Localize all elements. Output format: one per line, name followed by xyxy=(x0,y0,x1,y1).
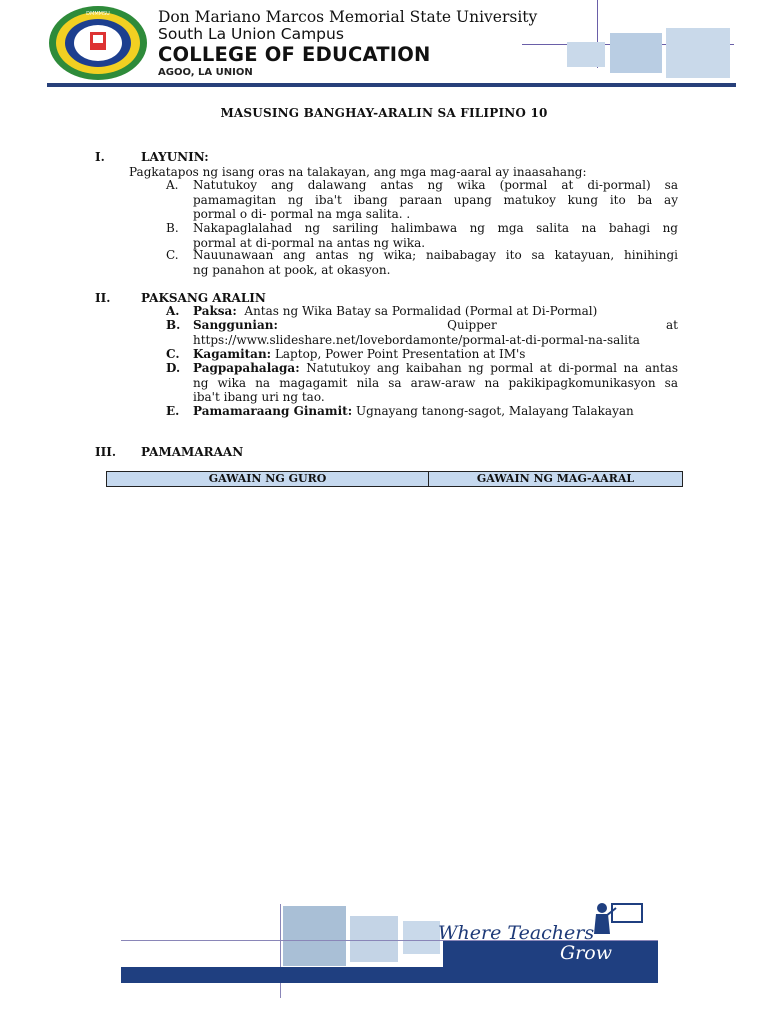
teacher-figure-icon xyxy=(582,900,644,944)
table-header-teacher: GAWAIN NG GURO xyxy=(107,472,429,486)
item-term: Pagpapahalaga: xyxy=(193,361,300,375)
item-label: C. xyxy=(166,248,179,262)
item-term: Sanggunian: xyxy=(193,318,278,332)
footer-panel xyxy=(443,941,658,983)
document-title: MASUSING BANGHAY-ARALIN SA FILIPINO 10 xyxy=(220,106,548,120)
footer-tagline: Where Teachers xyxy=(438,922,595,944)
item-line: pormal o di- pormal na mga salita. . xyxy=(193,207,411,221)
subject-item xyxy=(166,347,678,362)
university-seal-logo xyxy=(47,4,149,82)
item-label: B. xyxy=(166,221,179,235)
item-line: ng wika na magagamit nila sa araw-araw na pakikipagkomunikasyon sa xyxy=(193,375,678,390)
subject-item xyxy=(166,304,678,319)
item-text: Quipper xyxy=(447,318,497,332)
header-decor-square xyxy=(610,33,662,73)
item-term: Paksa: xyxy=(193,304,237,318)
town-name: AGOO, LA UNION xyxy=(158,67,253,78)
item-label: A. xyxy=(166,304,180,318)
footer-decor-square xyxy=(350,916,398,962)
subject-item xyxy=(166,318,678,347)
university-name: Don Mariano Marcos Memorial State University xyxy=(158,8,538,26)
reference-link: https://www.slideshare.net/lovebordamonte/pormal-at-di-pormal-na-salita xyxy=(193,332,640,347)
campus-name: South La Union Campus xyxy=(158,25,344,43)
item-text: Ugnayang tanong-sagot, Malayang Talakayan xyxy=(355,404,634,418)
item-line: Nauunawaan ang antas ng wika; naibabagay ito sa katayuan, hinihingi xyxy=(193,248,678,262)
item-term: Kagamitan: xyxy=(193,347,272,361)
college-name: COLLEGE OF EDUCATION xyxy=(158,43,431,66)
header-rule xyxy=(47,83,736,87)
item-term: Pamamaraang Ginamit: xyxy=(193,404,353,418)
item-text: Laptop, Power Point Presentation at IM's xyxy=(274,347,526,361)
item-label: B. xyxy=(166,318,181,332)
item-label: D. xyxy=(166,361,181,375)
footer-decor-square xyxy=(403,921,440,954)
item-line: Nakapaglalahad ng sariling halimbawa ng mga salita na bahagi ng xyxy=(193,221,678,235)
item-label: C. xyxy=(166,347,180,361)
subject-item xyxy=(166,361,678,405)
objective-item xyxy=(166,248,678,277)
table-header-students: GAWAIN NG MAG-AARAL xyxy=(476,472,635,485)
item-line: Natutukoy ang dalawang antas ng wika (pormal at di-pormal) sa xyxy=(193,178,678,192)
item-line: pamamagitan ng iba't ibang paraan upang matukoy kung ito ba ay xyxy=(193,192,678,207)
footer-tagline-grow: Grow xyxy=(560,942,612,964)
item-text: Antas ng Wika Batay sa Pormalidad (Pormal at Di-Pormal) xyxy=(244,304,598,318)
procedure-table-header xyxy=(106,471,683,487)
item-line: ng panahon at pook, at okasyon. xyxy=(193,262,391,277)
objective-item xyxy=(166,178,678,222)
section-heading-pamamaraan: PAMAMARAAN xyxy=(141,445,244,459)
objective-item xyxy=(166,221,678,250)
subject-item xyxy=(166,404,678,419)
item-label: E. xyxy=(166,404,180,418)
section-number: III. xyxy=(95,445,117,459)
item-line: iba't ibang uri ng tao. xyxy=(193,390,325,404)
section-number: II. xyxy=(95,291,111,305)
item-line: pormal at di-pormal na antas ng wika. xyxy=(193,235,426,250)
header-decor-square xyxy=(567,42,605,67)
header-decor-square xyxy=(666,28,730,78)
objectives-intro: Pagkatapos ng isang oras na talakayan, ang mga mag-aaral ay inaasahang: xyxy=(129,165,587,179)
item-line: Natutukoy ang kaibahan ng pormal at di-pormal na antas xyxy=(306,361,678,375)
item-label: A. xyxy=(166,178,179,192)
section-number: I. xyxy=(95,150,105,164)
section-heading-paksang-aralin: PAKSANG ARALIN xyxy=(141,291,266,305)
seal-text: DMMMSU xyxy=(86,11,110,17)
footer-decor-square xyxy=(283,906,346,966)
footer-decor-vline xyxy=(280,904,281,998)
section-heading-layunin: LAYUNIN: xyxy=(141,150,209,164)
item-text: at xyxy=(666,318,678,332)
